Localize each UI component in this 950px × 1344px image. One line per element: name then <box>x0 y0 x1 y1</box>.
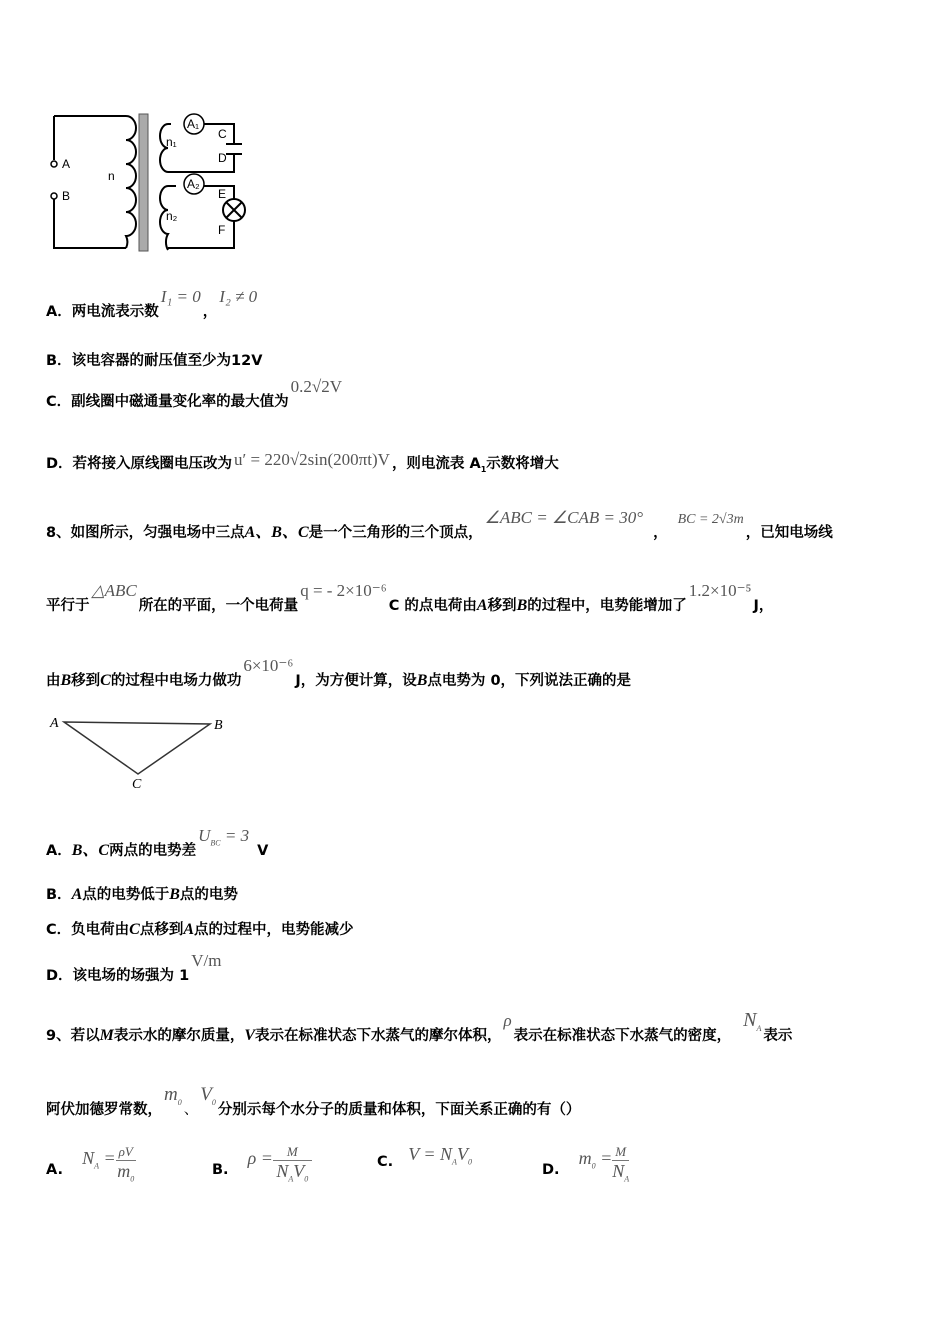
text-segment: 阿伏加德罗常数， <box>46 1102 162 1118</box>
text-segment: B <box>516 597 528 614</box>
math-expression: 1.2×10⁻⁵ <box>688 581 752 600</box>
capacitor-c-label: C <box>218 127 227 141</box>
text-segment: V = N <box>408 1144 453 1164</box>
primary-turns-label: n <box>108 169 115 183</box>
text-segment: 移到 <box>487 598 517 614</box>
text-segment: 表示水的摩尔质量， <box>113 1028 245 1044</box>
text-segment: A <box>624 1174 630 1184</box>
math-expression: I₂ ≠ 0 <box>219 287 258 306</box>
text-segment: C <box>129 921 140 938</box>
terminal-b-label: B <box>62 189 71 203</box>
q9-stem-line2 <box>46 1084 581 1121</box>
separator: ， <box>202 304 218 320</box>
text-segment: ，已知电场线 <box>745 525 833 541</box>
text-segment: 点的电势 <box>179 887 238 903</box>
text-segment: J，为方便计算，设 <box>295 673 417 689</box>
math-expression: 0.2√2V <box>290 377 343 396</box>
triangle-abc-diagram <box>46 712 236 792</box>
q9-option-b <box>212 1144 312 1190</box>
math-expression: 6×10⁻⁶ <box>243 656 294 675</box>
q7-option-d <box>46 452 559 474</box>
text-segment: = <box>260 1147 273 1168</box>
q7-option-b <box>46 349 262 370</box>
text-segment: 表示在标准状态下水蒸气的密度， <box>513 1028 732 1044</box>
text-segment: 表示在标准状态下水蒸气的摩尔体积， <box>255 1028 502 1044</box>
text-segment: B <box>60 672 72 689</box>
terminal-a-label: A <box>62 157 71 171</box>
text-segment: N <box>82 1147 95 1168</box>
text-segment: 点的电势低于 <box>82 887 170 903</box>
text-segment: C． <box>46 922 72 938</box>
vertex-a-label: A <box>50 716 59 731</box>
text-segment: ρ <box>247 1147 257 1168</box>
text-segment: 0 <box>130 1174 135 1184</box>
secondary1-turns-label: n₁ <box>166 135 177 149</box>
text-segment: V <box>293 1161 305 1181</box>
q8-stem-line2 <box>46 581 774 615</box>
text-segment: V <box>244 1027 255 1044</box>
text-segment: U <box>198 826 211 845</box>
text-segment: M <box>273 1144 312 1161</box>
math-expression: ∠ABC = ∠CAB = 30° <box>484 508 644 527</box>
q8-stem-line3 <box>46 656 632 690</box>
q9-option-a <box>46 1144 136 1190</box>
lamp-f-label: F <box>218 223 226 237</box>
option-label: C． <box>46 394 72 410</box>
text-segment: A <box>288 1174 294 1184</box>
text-segment: 8、如图所示，匀强电场中三点 <box>46 525 245 541</box>
math-expression: BC = 2√3m <box>677 512 744 527</box>
text-segment: 、 <box>183 1102 199 1118</box>
text-segment: 0 <box>304 1174 309 1184</box>
text-segment: 0 <box>211 1097 216 1107</box>
text-segment: B <box>416 672 428 689</box>
text-segment: C. <box>377 1154 394 1170</box>
ammeter-a1-label: A₁ <box>187 117 200 131</box>
q8-option-a <box>46 826 269 861</box>
text-segment: V <box>257 843 269 859</box>
text-segment: BC <box>210 838 221 848</box>
text-segment: 0 <box>591 1161 596 1171</box>
q7-option-a <box>46 287 259 321</box>
option-text: 示数将增大 <box>486 456 559 472</box>
text-segment: M <box>99 1027 114 1044</box>
math-expression: ρ <box>503 1011 512 1030</box>
text-segment: D. <box>542 1161 560 1178</box>
text-segment: B <box>169 886 180 903</box>
math-expression <box>200 1084 216 1105</box>
text-segment: 0 <box>467 1157 472 1167</box>
text-segment: = <box>103 1147 116 1168</box>
text-segment: B． <box>46 887 72 903</box>
transformer-circuit-diagram <box>46 108 256 258</box>
q9-stem-line1 <box>46 1009 793 1047</box>
text-segment: = 3 <box>224 826 250 845</box>
text-segment: N <box>743 1009 757 1031</box>
math-expression: V/m <box>191 951 222 970</box>
math-expression <box>164 1084 182 1105</box>
math-expression: u′ = 220√2sin(200πt)V <box>234 450 390 469</box>
text-segment: 分别示每个水分子的质量和体积，下面关系正确的有（） <box>217 1102 581 1118</box>
option-label: A． <box>46 304 72 320</box>
q9-option-c <box>377 1144 472 1173</box>
vertex-c-label: C <box>132 777 142 792</box>
vertex-b-label: B <box>214 718 223 733</box>
option-text: ，则电流表 A <box>391 456 481 472</box>
text-segment: B、C <box>71 842 110 859</box>
text-segment: A <box>452 1157 457 1167</box>
text-segment: A <box>94 1161 99 1171</box>
text-segment: 的过程中，电势能增加了 <box>527 598 687 614</box>
text-segment: 0 <box>177 1097 182 1107</box>
q8-stem-line1 <box>46 508 833 542</box>
text-segment: V <box>200 1084 212 1105</box>
text-segment: 由 <box>46 673 61 689</box>
lamp-e-label: E <box>218 187 227 201</box>
text-segment: 负电荷由 <box>71 922 130 938</box>
text-segment: V <box>456 1144 468 1164</box>
q8-option-b <box>46 883 238 904</box>
secondary2-turns-label: n₂ <box>166 209 178 223</box>
text-segment: A <box>71 886 83 903</box>
option-text: 该电容器的耐压值至少为12V <box>71 353 263 369</box>
text-segment: 该电场的场强为 1 <box>72 968 190 984</box>
option-text: 若将接入原线圈电压改为 <box>72 456 233 472</box>
text-segment: m <box>578 1147 592 1168</box>
text-segment: A． <box>46 843 72 859</box>
text-segment: A. <box>46 1161 63 1178</box>
text-segment: 点的过程中，电势能减少 <box>194 922 354 938</box>
q8-option-d <box>46 951 223 985</box>
text-segment: B. <box>212 1161 229 1178</box>
text-segment: A、B、C <box>244 524 309 541</box>
text-segment: 是一个三角形的三个顶点， <box>308 525 483 541</box>
text-segment: 移到 <box>71 673 101 689</box>
q9-option-d <box>542 1144 630 1190</box>
q7-option-c <box>46 377 344 411</box>
text-segment: 的过程中电场力做功 <box>110 673 242 689</box>
option-label: D． <box>46 456 73 472</box>
text-segment: D． <box>46 968 73 984</box>
text-segment: N <box>612 1161 625 1181</box>
text-segment: = <box>600 1147 613 1168</box>
math-expression: q = - 2×10⁻⁶ <box>300 581 387 600</box>
text-segment: J， <box>753 598 774 614</box>
text-segment: 9、若以 <box>46 1028 100 1044</box>
option-text: 副线圈中磁通量变化率的最大值为 <box>71 394 289 410</box>
option-label: B． <box>46 353 72 369</box>
math-expression: I₁ = 0 <box>160 287 201 306</box>
capacitor-d-label: D <box>218 151 227 165</box>
q8-option-c <box>46 918 354 939</box>
text-segment: C 的点电荷由 <box>388 598 477 614</box>
text-segment: A <box>756 1024 762 1033</box>
ammeter-a2-label: A₂ <box>187 177 200 191</box>
text-segment: 点移到 <box>139 922 184 938</box>
text-segment: m <box>117 1161 131 1181</box>
math-expression: △ABC <box>91 581 137 600</box>
text-segment: A <box>183 921 194 938</box>
text-segment: 平行于 <box>46 598 90 614</box>
text-segment: C <box>100 672 111 689</box>
subscript: 1 <box>480 464 487 474</box>
text-segment: ， <box>653 525 668 541</box>
text-segment: 两点的电势差 <box>109 843 197 859</box>
text-segment: m <box>164 1084 178 1105</box>
text-segment: N <box>276 1161 289 1181</box>
text-segment: 表示 <box>763 1028 793 1044</box>
math-expression <box>198 826 250 848</box>
math-expression <box>743 1009 761 1031</box>
text-segment: 点电势为 0，下列说法正确的是 <box>427 673 632 689</box>
text-segment: ρV <box>116 1144 136 1161</box>
option-text: 两电流表示数 <box>71 304 159 320</box>
text-segment: A <box>476 597 488 614</box>
text-segment: M <box>612 1144 629 1161</box>
text-segment: 所在的平面，一个电荷量 <box>138 598 299 614</box>
